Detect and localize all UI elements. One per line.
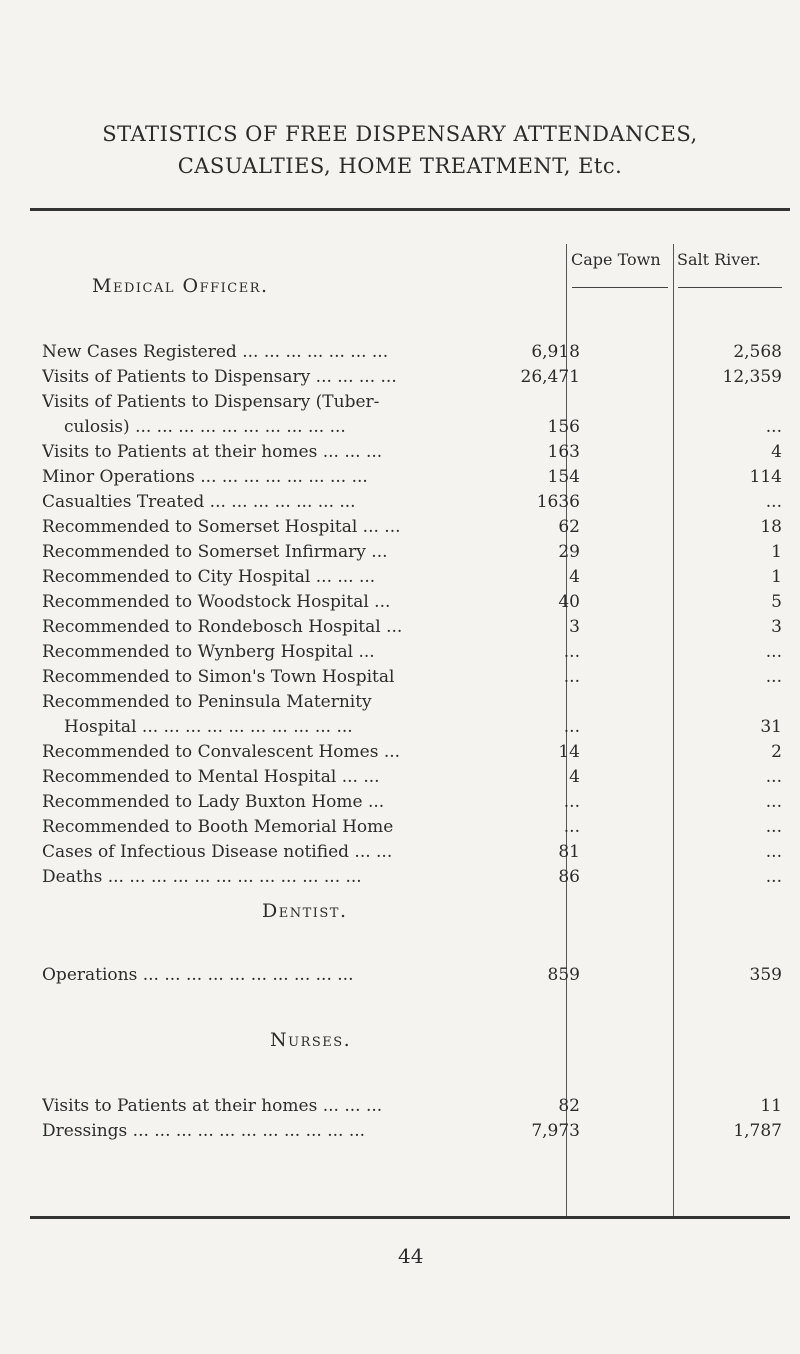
table-row xyxy=(42,365,782,390)
salt-river-value: ... xyxy=(765,792,782,812)
cape-town-value: 156 xyxy=(547,417,580,437)
table-row xyxy=(42,740,782,765)
salt-river-value: ... xyxy=(765,417,782,437)
table-row xyxy=(42,865,782,890)
cape-town-value: 4 xyxy=(569,567,580,587)
row-label: Recommended to Somerset Hospital ... ... xyxy=(42,517,401,537)
salt-river-value: ... xyxy=(765,842,782,862)
cape-town-value: ... xyxy=(563,792,580,812)
section-heading-nurses: Nurses. xyxy=(270,1029,352,1051)
row-label: Recommended to Mental Hospital ... ... xyxy=(42,767,380,787)
salt-river-value: 18 xyxy=(760,517,782,537)
table-row xyxy=(42,615,782,640)
table-row xyxy=(42,765,782,790)
table-row xyxy=(42,565,782,590)
salt-river-value: 2 xyxy=(771,742,782,762)
row-label: Minor Operations ... ... ... ... ... ... ... ... xyxy=(42,467,368,487)
row-label: Recommended to Booth Memorial Home xyxy=(42,817,394,837)
row-label: Deaths ... ... ... ... ... ... ... ... ... ... ... ... xyxy=(42,867,362,887)
table-row xyxy=(42,790,782,815)
row-label: Visits to Patients at their homes ... ... ... xyxy=(42,1096,383,1116)
table-row xyxy=(42,590,782,615)
row-label: Visits of Patients to Dispensary ... ... ... ... xyxy=(42,367,397,387)
table-row xyxy=(42,640,782,665)
row-label: Visits of Patients to Dispensary (Tuber- xyxy=(42,392,380,412)
row-label: Casualties Treated ... ... ... ... ... ... ... xyxy=(42,492,356,512)
salt-river-value: 31 xyxy=(760,717,782,737)
row-label: Cases of Infectious Disease notified ... ... xyxy=(42,842,393,862)
table-row xyxy=(42,440,782,465)
page-title-line-1: STATISTICS OF FREE DISPENSARY ATTENDANCES, xyxy=(102,122,698,146)
salt-river-value: 4 xyxy=(771,442,782,462)
row-label: New Cases Registered ... ... ... ... ... ... ... xyxy=(42,342,389,362)
table-row xyxy=(42,690,782,715)
salt-river-value: 114 xyxy=(749,467,782,487)
table-row xyxy=(42,540,782,565)
row-label: Visits to Patients at their homes ... ... ... xyxy=(42,442,383,462)
salt-river-value: ... xyxy=(765,817,782,837)
salt-river-value: 359 xyxy=(749,965,782,985)
row-label: Dressings ... ... ... ... ... ... ... ... ... ... ... xyxy=(42,1121,366,1141)
table-row xyxy=(42,715,782,740)
row-label: Recommended to City Hospital ... ... ... xyxy=(42,567,376,587)
cape-town-value: 29 xyxy=(558,542,580,562)
salt-river-value: 3 xyxy=(771,617,782,637)
cape-town-value: 6,918 xyxy=(531,342,580,362)
salt-river-value: 1 xyxy=(771,567,782,587)
cape-town-value: 4 xyxy=(569,767,580,787)
cape-town-value: 859 xyxy=(547,965,580,985)
column-header-salt-river: Salt River. xyxy=(677,250,761,269)
salt-river-value: 11 xyxy=(760,1096,782,1116)
table-row xyxy=(42,340,782,365)
row-label: culosis) ... ... ... ... ... ... ... ... ... ... xyxy=(64,417,346,437)
table-row xyxy=(42,490,782,515)
salt-river-value: ... xyxy=(765,867,782,887)
table-row xyxy=(42,840,782,865)
cape-town-value: ... xyxy=(563,667,580,687)
table-bottom-rule xyxy=(30,1216,790,1219)
salt-river-value: ... xyxy=(765,667,782,687)
salt-river-value: ... xyxy=(765,767,782,787)
row-label: Recommended to Lady Buxton Home ... xyxy=(42,792,385,812)
table-row xyxy=(42,390,782,415)
cape-town-value: 14 xyxy=(558,742,580,762)
cape-town-value: 26,471 xyxy=(520,367,580,387)
cape-town-value: 62 xyxy=(558,517,580,537)
cape-town-value: 154 xyxy=(547,467,580,487)
column-header-underline-salt-river xyxy=(678,287,782,288)
salt-river-value: 2,568 xyxy=(733,342,782,362)
cape-town-value: 86 xyxy=(558,867,580,887)
row-label: Recommended to Woodstock Hospital ... xyxy=(42,592,391,612)
row-label: Recommended to Wynberg Hospital ... xyxy=(42,642,375,662)
cape-town-value: ... xyxy=(563,642,580,662)
cape-town-value: 7,973 xyxy=(531,1121,580,1141)
table-row xyxy=(42,515,782,540)
cape-town-value: 1636 xyxy=(536,492,580,512)
salt-river-value: 1,787 xyxy=(733,1121,782,1141)
page-title-line-2: CASUALTIES, HOME TREATMENT, Etc. xyxy=(177,154,623,178)
cape-town-value: ... xyxy=(563,817,580,837)
row-label: Recommended to Peninsula Maternity xyxy=(42,692,372,712)
section-heading-medical-officer: Medical Officer. xyxy=(92,275,269,297)
column-header-cape-town: Cape Town xyxy=(571,250,661,269)
table-top-rule xyxy=(30,208,790,211)
row-label: Hospital ... ... ... ... ... ... ... ... ... ... xyxy=(64,717,353,737)
row-label: Recommended to Somerset Infirmary ... xyxy=(42,542,388,562)
table-row xyxy=(42,665,782,690)
table-row xyxy=(42,815,782,840)
table-row xyxy=(42,963,782,988)
row-label: Recommended to Convalescent Homes ... xyxy=(42,742,401,762)
column-header-underline-cape-town xyxy=(572,287,668,288)
cape-town-value: 82 xyxy=(558,1096,580,1116)
row-label: Recommended to Rondebosch Hospital ... xyxy=(42,617,403,637)
salt-river-value: 5 xyxy=(771,592,782,612)
row-label: Operations ... ... ... ... ... ... ... ... ... ... xyxy=(42,965,354,985)
section-heading-dentist: Dentist. xyxy=(262,900,348,922)
table-row xyxy=(42,1119,782,1144)
row-label: Recommended to Simon's Town Hospital xyxy=(42,667,395,687)
salt-river-value: 1 xyxy=(771,542,782,562)
table-row xyxy=(42,465,782,490)
cape-town-value: ... xyxy=(563,717,580,737)
cape-town-value: 81 xyxy=(558,842,580,862)
salt-river-value: ... xyxy=(765,492,782,512)
cape-town-value: 40 xyxy=(558,592,580,612)
table-row xyxy=(42,415,782,440)
page-number: 44 xyxy=(398,1244,424,1268)
salt-river-value: ... xyxy=(765,642,782,662)
table-row xyxy=(42,1094,782,1119)
cape-town-value: 163 xyxy=(547,442,580,462)
cape-town-value: 3 xyxy=(569,617,580,637)
salt-river-value: 12,359 xyxy=(722,367,782,387)
